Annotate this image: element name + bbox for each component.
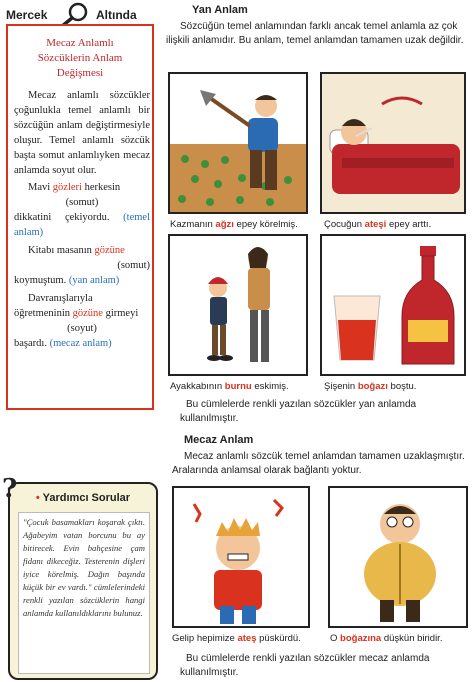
picture-burnu: [168, 234, 308, 376]
yan-anlam-heading: Yan Anlam: [192, 4, 248, 16]
highlight-word: gözüne: [94, 245, 125, 256]
angry-boy-illustration: [174, 488, 308, 626]
text: eskimiş.: [251, 381, 289, 392]
example-2: [14, 243, 150, 258]
text: herkesin: [81, 182, 121, 193]
yardimci-text: "Çocuk basamakları koşarak çıktı. Ağabeyim vatan borcunu bu ay bitirecek. Evin bahçesine çam fidanı dikeceğiz. Testerenin dişleri iyice körelmiş. Dağın başında küçük bir ev vardı." cümlelerindeki renkli yazılan sözcüklerin hangi anlamda kullanıldıklarını bulunuz.: [18, 512, 150, 674]
caption-burnu: [170, 381, 289, 392]
caption-ates-puskurdu: [172, 633, 301, 644]
text: girmeyi: [102, 308, 139, 319]
tag-somut: (somut): [117, 260, 150, 271]
picture-ates-puskurdu: [172, 486, 310, 628]
caption-bogazina: [330, 633, 442, 644]
tag-mecaz-anlam: (mecaz anlam): [49, 338, 112, 349]
example-3-cont: [14, 336, 150, 351]
text: koymuştum.: [14, 275, 69, 286]
text: Çocuğun: [324, 219, 365, 230]
bottle-glass-illustration: [322, 236, 464, 374]
bullet-icon: •: [35, 492, 40, 504]
highlight-word: burnu: [224, 381, 252, 392]
mercek-altinda-title: [6, 8, 137, 22]
tag-yan-anlam: (yan anlam): [68, 275, 120, 286]
example-3: [14, 291, 150, 321]
title-line: Değişmesi: [56, 67, 104, 79]
highlight-word: ateşi: [364, 219, 387, 230]
sick-child-illustration: [322, 74, 464, 212]
caption-bogazi: [324, 381, 416, 392]
yardimci-title: [10, 492, 156, 504]
picture-ates: [320, 72, 466, 214]
title-text: Yardımcı Sorular: [42, 492, 131, 504]
mecaz-info-box: [6, 24, 154, 410]
mecaz-anlam-conclusion: Bu cümlelerde renkli yazılan sözcükler mecaz anlamda kullanılmıştır.: [180, 653, 430, 678]
text: Kazmanın: [170, 219, 216, 230]
text: Gelip hepimize: [172, 633, 238, 644]
farmer-pickaxe-illustration: [170, 74, 306, 212]
title-line: Mecaz Anlamlı: [46, 37, 114, 49]
yardimci-sorular-box: [8, 482, 158, 680]
text: epey körelmiş.: [233, 219, 298, 230]
mother-child-illustration: [170, 236, 306, 374]
picture-kazma: [168, 72, 308, 214]
text: Kitabı masanın: [28, 245, 95, 256]
picture-bogazi: [320, 234, 466, 376]
text: Davranışlarıyla öğretmeninin: [14, 293, 93, 319]
text: Şişenin: [324, 381, 358, 392]
intro-paragraph: Mecaz anlamlı sözcükler çoğunlukla temel anlamlı bir sözcüğün anlam değiştirmesiyle oluşur. Temel anlamlı sözcük başta somut anlamlıyken mecaz anlamda soyut olur.: [14, 90, 150, 176]
text: O: [330, 633, 341, 644]
highlight-word: ateş: [237, 633, 257, 644]
text: boştu.: [387, 381, 417, 392]
example-1-cont: [14, 210, 150, 240]
text: püskürdü.: [256, 633, 301, 644]
text: Ayakkabının: [170, 381, 225, 392]
highlight-word: boğazı: [357, 381, 388, 392]
tag-temel-anlam: (temel anlam): [14, 212, 150, 238]
title-line: Sözcüklerin Anlam: [37, 52, 123, 64]
highlight-word: gözüne: [72, 308, 103, 319]
altinda-word: Altında: [96, 8, 137, 22]
tag-somut: (somut): [65, 197, 99, 208]
mecaz-anlam-heading: Mecaz Anlam: [184, 434, 254, 446]
tag-soyut: (soyut): [67, 323, 97, 334]
text: dikkatini çekiyordu.: [14, 212, 124, 223]
info-box-title: [8, 36, 152, 81]
info-box-text: [14, 88, 150, 351]
chubby-man-illustration: [330, 488, 466, 626]
text: başardı.: [14, 338, 50, 349]
text: düşkün biridir.: [381, 633, 443, 644]
highlight-word: boğazına: [340, 633, 382, 644]
picture-bogazina: [328, 486, 468, 628]
example-2-cont: [14, 273, 150, 288]
yan-anlam-intro: Sözcüğün temel anlamından farklı ancak temel anlamla az çok ilişkili anlamıdır. Bu anlam, temel anlamdan tamamen uzak değildir.: [166, 21, 464, 46]
mecaz-anlam-intro: Mecaz anlamlı sözcük temel anlamdan tamamen uzaklaşmıştır. Aralarında anlamsal olarak bağlantı yoktur.: [172, 451, 465, 476]
text: Mavi: [28, 182, 53, 193]
caption-kazma: [170, 219, 298, 230]
caption-ates: [324, 219, 431, 230]
mercek-word: Mercek: [6, 8, 48, 22]
yan-anlam-conclusion: Bu cümlelerde renkli yazılan sözcükler yan anlamda kullanılmıştır.: [180, 399, 417, 424]
question-mark-icon: ?: [2, 474, 18, 504]
example-1: [14, 180, 150, 195]
highlight-word: ağzı: [215, 219, 234, 230]
text: epey arttı.: [386, 219, 432, 230]
highlight-word: gözleri: [52, 182, 82, 193]
